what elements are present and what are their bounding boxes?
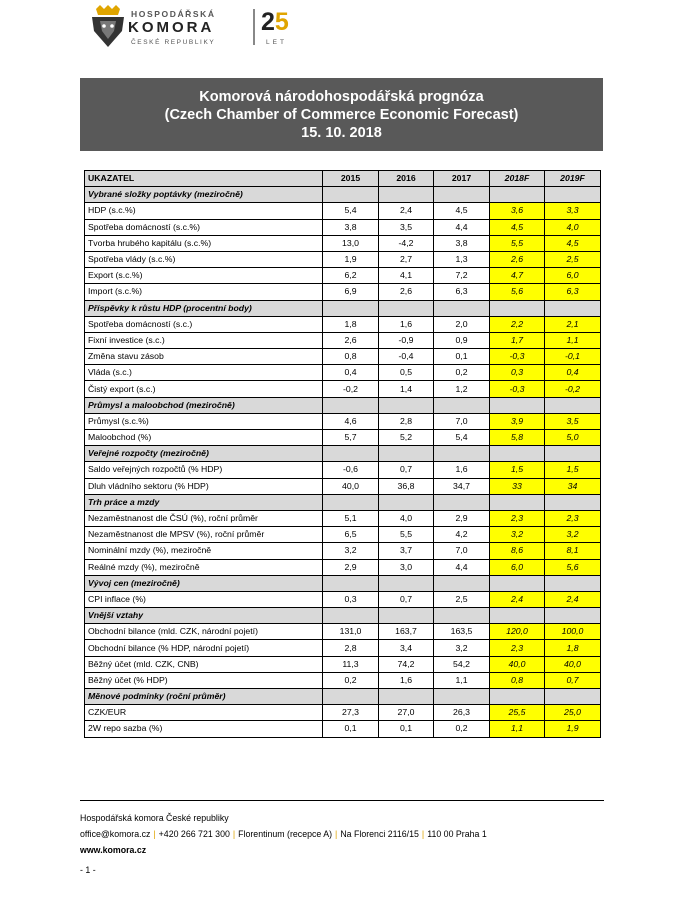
anniversary-digit-2: 2 [261, 8, 275, 36]
logo-sub-text: ČESKÉ REPUBLIKY [131, 39, 216, 46]
footer-email[interactable]: office@komora.cz [80, 829, 151, 839]
value-cell: 4,4 [434, 559, 490, 575]
value-cell: 1,6 [379, 672, 434, 688]
title-date: 15. 10. 2018 [301, 124, 382, 141]
value-cell: -4,2 [379, 235, 434, 251]
value-cell: 0,2 [323, 672, 379, 688]
forecast-value-cell: 2,3 [545, 510, 601, 526]
footer-phone: +420 266 721 300 [158, 829, 230, 839]
forecast-value-cell: 2,3 [490, 640, 545, 656]
section-blank-cell [434, 689, 490, 705]
forecast-value-cell: 1,5 [545, 462, 601, 478]
value-cell: 0,1 [434, 349, 490, 365]
section-blank-cell [434, 446, 490, 462]
forecast-value-cell: 1,5 [490, 462, 545, 478]
value-cell: 7,0 [434, 413, 490, 429]
forecast-value-cell: 6,0 [490, 559, 545, 575]
section-title: Trh práce a mzdy [85, 494, 323, 510]
section-blank-cell [490, 300, 545, 316]
section-blank-cell [323, 187, 379, 203]
row-label: Běžný účet (mld. CZK, CNB) [85, 656, 323, 672]
forecast-value-cell: 8,1 [545, 543, 601, 559]
value-cell: -0,4 [379, 349, 434, 365]
forecast-value-cell: 33 [490, 478, 545, 494]
forecast-value-cell: 5,6 [490, 284, 545, 300]
value-cell: -0,2 [323, 381, 379, 397]
value-cell: 0,5 [379, 365, 434, 381]
table-row [85, 413, 601, 429]
forecast-value-cell: -0,1 [545, 349, 601, 365]
value-cell: 3,2 [323, 543, 379, 559]
value-cell: 27,3 [323, 705, 379, 721]
crowned-lion-icon [90, 5, 126, 47]
table-row [85, 235, 601, 251]
section-header-row [85, 494, 601, 510]
section-blank-cell [323, 689, 379, 705]
table-row [85, 284, 601, 300]
section-blank-cell [323, 300, 379, 316]
table-row [85, 219, 601, 235]
forecast-value-cell: 100,0 [545, 624, 601, 640]
value-cell: 11,3 [323, 656, 379, 672]
value-cell: 36,8 [379, 478, 434, 494]
section-header-row [85, 397, 601, 413]
value-cell: 1,8 [323, 316, 379, 332]
section-blank-cell [323, 575, 379, 591]
value-cell: 5,7 [323, 430, 379, 446]
table-row [85, 543, 601, 559]
value-cell: 2,8 [379, 413, 434, 429]
forecast-value-cell: 3,2 [545, 527, 601, 543]
table-row [85, 251, 601, 267]
value-cell: 6,3 [434, 284, 490, 300]
table-row [85, 478, 601, 494]
forecast-value-cell: 6,0 [545, 268, 601, 284]
forecast-value-cell: 3,3 [545, 203, 601, 219]
forecast-value-cell: 3,6 [490, 203, 545, 219]
section-header-row [85, 446, 601, 462]
forecast-value-cell: 0,3 [490, 365, 545, 381]
section-blank-cell [379, 575, 434, 591]
value-cell: 163,5 [434, 624, 490, 640]
value-cell: 54,2 [434, 656, 490, 672]
footer [80, 810, 487, 858]
value-cell: 4,2 [434, 527, 490, 543]
table-row [85, 672, 601, 688]
row-label: CPI inflace (%) [85, 591, 323, 607]
value-cell: 4,6 [323, 413, 379, 429]
row-label: Nezaměstnanost dle MPSV (%), roční průměr [85, 527, 323, 543]
forecast-value-cell: -0,2 [545, 381, 601, 397]
section-header-row [85, 300, 601, 316]
row-label: Fixní investice (s.c.) [85, 332, 323, 348]
section-blank-cell [490, 397, 545, 413]
row-label: 2W repo sazba (%) [85, 721, 323, 737]
section-blank-cell [490, 689, 545, 705]
footer-divider [80, 800, 604, 801]
value-cell: 6,2 [323, 268, 379, 284]
table-row [85, 349, 601, 365]
column-header-2019f: 2019F [545, 171, 601, 187]
row-label: Vláda (s.c.) [85, 365, 323, 381]
section-blank-cell [434, 494, 490, 510]
forecast-value-cell: 2,4 [490, 591, 545, 607]
section-blank-cell [379, 689, 434, 705]
section-title: Veřejné rozpočty (meziročně) [85, 446, 323, 462]
footer-contact-line [80, 826, 487, 842]
forecast-value-cell: 0,4 [545, 365, 601, 381]
section-blank-cell [545, 446, 601, 462]
section-header-row [85, 689, 601, 705]
value-cell: 0,2 [434, 365, 490, 381]
section-title: Měnové podmínky (roční průměr) [85, 689, 323, 705]
value-cell: 1,6 [379, 316, 434, 332]
section-blank-cell [545, 397, 601, 413]
value-cell: 3,5 [379, 219, 434, 235]
forecast-value-cell: 3,2 [490, 527, 545, 543]
section-blank-cell [323, 446, 379, 462]
value-cell: 5,5 [379, 527, 434, 543]
section-blank-cell [490, 494, 545, 510]
value-cell: 0,8 [323, 349, 379, 365]
section-blank-cell [434, 608, 490, 624]
table-row [85, 640, 601, 656]
value-cell: 2,7 [379, 251, 434, 267]
forecast-value-cell: 0,8 [490, 672, 545, 688]
row-label: Dluh vládního sektoru (% HDP) [85, 478, 323, 494]
value-cell: 40,0 [323, 478, 379, 494]
section-blank-cell [545, 300, 601, 316]
forecast-value-cell: 4,7 [490, 268, 545, 284]
value-cell: 5,4 [434, 430, 490, 446]
section-blank-cell [545, 187, 601, 203]
row-label: Nominální mzdy (%), meziročně [85, 543, 323, 559]
value-cell: 34,7 [434, 478, 490, 494]
value-cell: 2,0 [434, 316, 490, 332]
column-header-2017: 2017 [434, 171, 490, 187]
footer-street: Na Florenci 2116/15 [340, 829, 419, 839]
value-cell: 1,3 [434, 251, 490, 267]
section-blank-cell [490, 608, 545, 624]
section-header-row [85, 608, 601, 624]
value-cell: 4,0 [379, 510, 434, 526]
value-cell: 1,6 [434, 462, 490, 478]
footer-separator: | [335, 829, 338, 839]
forecast-value-cell: 120,0 [490, 624, 545, 640]
value-cell: 3,7 [379, 543, 434, 559]
table-row [85, 462, 601, 478]
section-blank-cell [434, 575, 490, 591]
forecast-value-cell: 4,5 [545, 235, 601, 251]
section-blank-cell [379, 397, 434, 413]
section-title: Vývoj cen (meziročně) [85, 575, 323, 591]
value-cell: 0,2 [434, 721, 490, 737]
row-label: Obchodní bilance (% HDP, národní pojetí) [85, 640, 323, 656]
title-line-1: Komorová národohospodářská prognóza [199, 88, 484, 105]
value-cell: 2,4 [379, 203, 434, 219]
value-cell: -0,9 [379, 332, 434, 348]
forecast-value-cell: 3,9 [490, 413, 545, 429]
row-label: Saldo veřejných rozpočtů (% HDP) [85, 462, 323, 478]
row-label: HDP (s.c.%) [85, 203, 323, 219]
section-blank-cell [379, 187, 434, 203]
row-label: Nezaměstnanost dle ČSÚ (%), roční průměr [85, 510, 323, 526]
footer-website[interactable]: www.komora.cz [80, 845, 147, 855]
footer-separator: | [232, 829, 236, 839]
row-label: Spotřeba vlády (s.c.%) [85, 251, 323, 267]
forecast-value-cell: 1,7 [490, 332, 545, 348]
footer-separator: | [153, 829, 156, 839]
table-row [85, 656, 601, 672]
chamber-logo [90, 5, 300, 49]
forecast-value-cell: 2,6 [490, 251, 545, 267]
logo-divider [253, 9, 255, 45]
value-cell: 5,4 [323, 203, 379, 219]
forecast-value-cell: 2,5 [545, 251, 601, 267]
value-cell: 4,5 [434, 203, 490, 219]
value-cell: 0,1 [379, 721, 434, 737]
column-header-2015: 2015 [323, 171, 379, 187]
section-blank-cell [379, 494, 434, 510]
forecast-value-cell: 25,0 [545, 705, 601, 721]
forecast-value-cell: 8,6 [490, 543, 545, 559]
forecast-value-cell: 5,8 [490, 430, 545, 446]
column-header-2016: 2016 [379, 171, 434, 187]
value-cell: 26,3 [434, 705, 490, 721]
value-cell: 6,9 [323, 284, 379, 300]
forecast-value-cell: 0,7 [545, 672, 601, 688]
table-row [85, 203, 601, 219]
forecast-value-cell: 3,5 [545, 413, 601, 429]
forecast-value-cell: 6,3 [545, 284, 601, 300]
forecast-value-cell: 1,8 [545, 640, 601, 656]
row-label: Běžný účet (% HDP) [85, 672, 323, 688]
table-row [85, 559, 601, 575]
row-label: Spotřeba domácností (s.c.) [85, 316, 323, 332]
table-row [85, 365, 601, 381]
table-row [85, 624, 601, 640]
forecast-value-cell: 1,1 [545, 332, 601, 348]
section-title: Vnější vztahy [85, 608, 323, 624]
row-label: Průmysl (s.c.%) [85, 413, 323, 429]
row-label: Spotřeba domácností (s.c.%) [85, 219, 323, 235]
table-row [85, 510, 601, 526]
footer-separator: | [421, 829, 425, 839]
row-label: CZK/EUR [85, 705, 323, 721]
table-row [85, 381, 601, 397]
logo-top-text: HOSPODÁŘSKÁ [131, 9, 216, 19]
row-label: Obchodní bilance (mld. CZK, národní pojetí) [85, 624, 323, 640]
value-cell: 1,2 [434, 381, 490, 397]
table-row [85, 705, 601, 721]
page-number: - 1 - [80, 865, 96, 875]
row-label: Čistý export (s.c.) [85, 381, 323, 397]
section-blank-cell [490, 575, 545, 591]
table-header-row [85, 171, 601, 187]
section-blank-cell [434, 397, 490, 413]
table-row [85, 527, 601, 543]
table-row [85, 316, 601, 332]
section-blank-cell [379, 446, 434, 462]
value-cell: 3,8 [323, 219, 379, 235]
forecast-value-cell: 5,6 [545, 559, 601, 575]
value-cell: 1,1 [434, 672, 490, 688]
section-title: Příspěvky k růstu HDP (procentní body) [85, 300, 323, 316]
value-cell: 6,5 [323, 527, 379, 543]
forecast-table [84, 170, 601, 738]
row-label: Reálné mzdy (%), meziročně [85, 559, 323, 575]
value-cell: 0,7 [379, 462, 434, 478]
forecast-value-cell: 5,5 [490, 235, 545, 251]
value-cell: 74,2 [379, 656, 434, 672]
value-cell: 3,0 [379, 559, 434, 575]
value-cell: 1,9 [323, 251, 379, 267]
forecast-value-cell: 2,3 [490, 510, 545, 526]
table-row [85, 591, 601, 607]
section-blank-cell [490, 446, 545, 462]
title-line-2: (Czech Chamber of Commerce Economic Forecast) [164, 106, 519, 123]
value-cell: 27,0 [379, 705, 434, 721]
section-blank-cell [434, 300, 490, 316]
section-blank-cell [545, 608, 601, 624]
value-cell: 0,3 [323, 591, 379, 607]
section-blank-cell [490, 187, 545, 203]
value-cell: 3,4 [379, 640, 434, 656]
value-cell: 163,7 [379, 624, 434, 640]
forecast-value-cell: 2,2 [490, 316, 545, 332]
forecast-value-cell: 2,1 [545, 316, 601, 332]
title-banner [80, 78, 603, 151]
anniversary-sub-text: LET [266, 39, 287, 46]
section-header-row [85, 575, 601, 591]
section-blank-cell [379, 300, 434, 316]
value-cell: 0,7 [379, 591, 434, 607]
value-cell: 3,8 [434, 235, 490, 251]
table-row [85, 430, 601, 446]
row-label: Maloobchod (%) [85, 430, 323, 446]
footer-organization: Hospodářská komora České republiky [80, 813, 229, 823]
value-cell: 7,2 [434, 268, 490, 284]
section-title: Vybrané složky poptávky (meziročně) [85, 187, 323, 203]
value-cell: 1,4 [379, 381, 434, 397]
section-header-row [85, 187, 601, 203]
section-blank-cell [545, 575, 601, 591]
forecast-value-cell: 40,0 [545, 656, 601, 672]
section-blank-cell [545, 689, 601, 705]
value-cell: 0,9 [434, 332, 490, 348]
table-body [85, 187, 601, 737]
forecast-value-cell: 1,9 [545, 721, 601, 737]
section-blank-cell [323, 494, 379, 510]
logo-main-text: KOMORA [128, 19, 215, 36]
section-blank-cell [323, 397, 379, 413]
value-cell: -0,6 [323, 462, 379, 478]
value-cell: 0,4 [323, 365, 379, 381]
value-cell: 3,2 [434, 640, 490, 656]
table-row [85, 332, 601, 348]
footer-building: Florentinum (recepce A) [238, 829, 333, 839]
section-title: Průmysl a maloobchod (meziročně) [85, 397, 323, 413]
section-blank-cell [379, 608, 434, 624]
section-blank-cell [434, 187, 490, 203]
value-cell: 5,1 [323, 510, 379, 526]
value-cell: 131,0 [323, 624, 379, 640]
table-row [85, 268, 601, 284]
section-blank-cell [323, 608, 379, 624]
value-cell: 2,6 [379, 284, 434, 300]
column-header-2018f: 2018F [490, 171, 545, 187]
value-cell: 5,2 [379, 430, 434, 446]
value-cell: 0,1 [323, 721, 379, 737]
footer-city: 110 00 Praha 1 [427, 829, 487, 839]
forecast-value-cell: -0,3 [490, 381, 545, 397]
forecast-value-cell: 2,4 [545, 591, 601, 607]
anniversary-number [261, 8, 289, 37]
value-cell: 2,5 [434, 591, 490, 607]
row-label: Export (s.c.%) [85, 268, 323, 284]
value-cell: 4,4 [434, 219, 490, 235]
table-row [85, 721, 601, 737]
row-label: Tvorba hrubého kapitálu (s.c.%) [85, 235, 323, 251]
value-cell: 2,9 [434, 510, 490, 526]
value-cell: 2,9 [323, 559, 379, 575]
forecast-value-cell: 4,5 [490, 219, 545, 235]
forecast-value-cell: 34 [545, 478, 601, 494]
value-cell: 2,8 [323, 640, 379, 656]
value-cell: 2,6 [323, 332, 379, 348]
section-blank-cell [545, 494, 601, 510]
value-cell: 4,1 [379, 268, 434, 284]
forecast-value-cell: -0,3 [490, 349, 545, 365]
forecast-value-cell: 25,5 [490, 705, 545, 721]
value-cell: 13,0 [323, 235, 379, 251]
forecast-value-cell: 40,0 [490, 656, 545, 672]
row-label: Import (s.c.%) [85, 284, 323, 300]
forecast-value-cell: 1,1 [490, 721, 545, 737]
anniversary-digit-5: 5 [274, 8, 289, 36]
forecast-value-cell: 4,0 [545, 219, 601, 235]
forecast-value-cell: 5,0 [545, 430, 601, 446]
row-label: Změna stavu zásob [85, 349, 323, 365]
value-cell: 7,0 [434, 543, 490, 559]
column-header-indicator: UKAZATEL [85, 171, 323, 187]
